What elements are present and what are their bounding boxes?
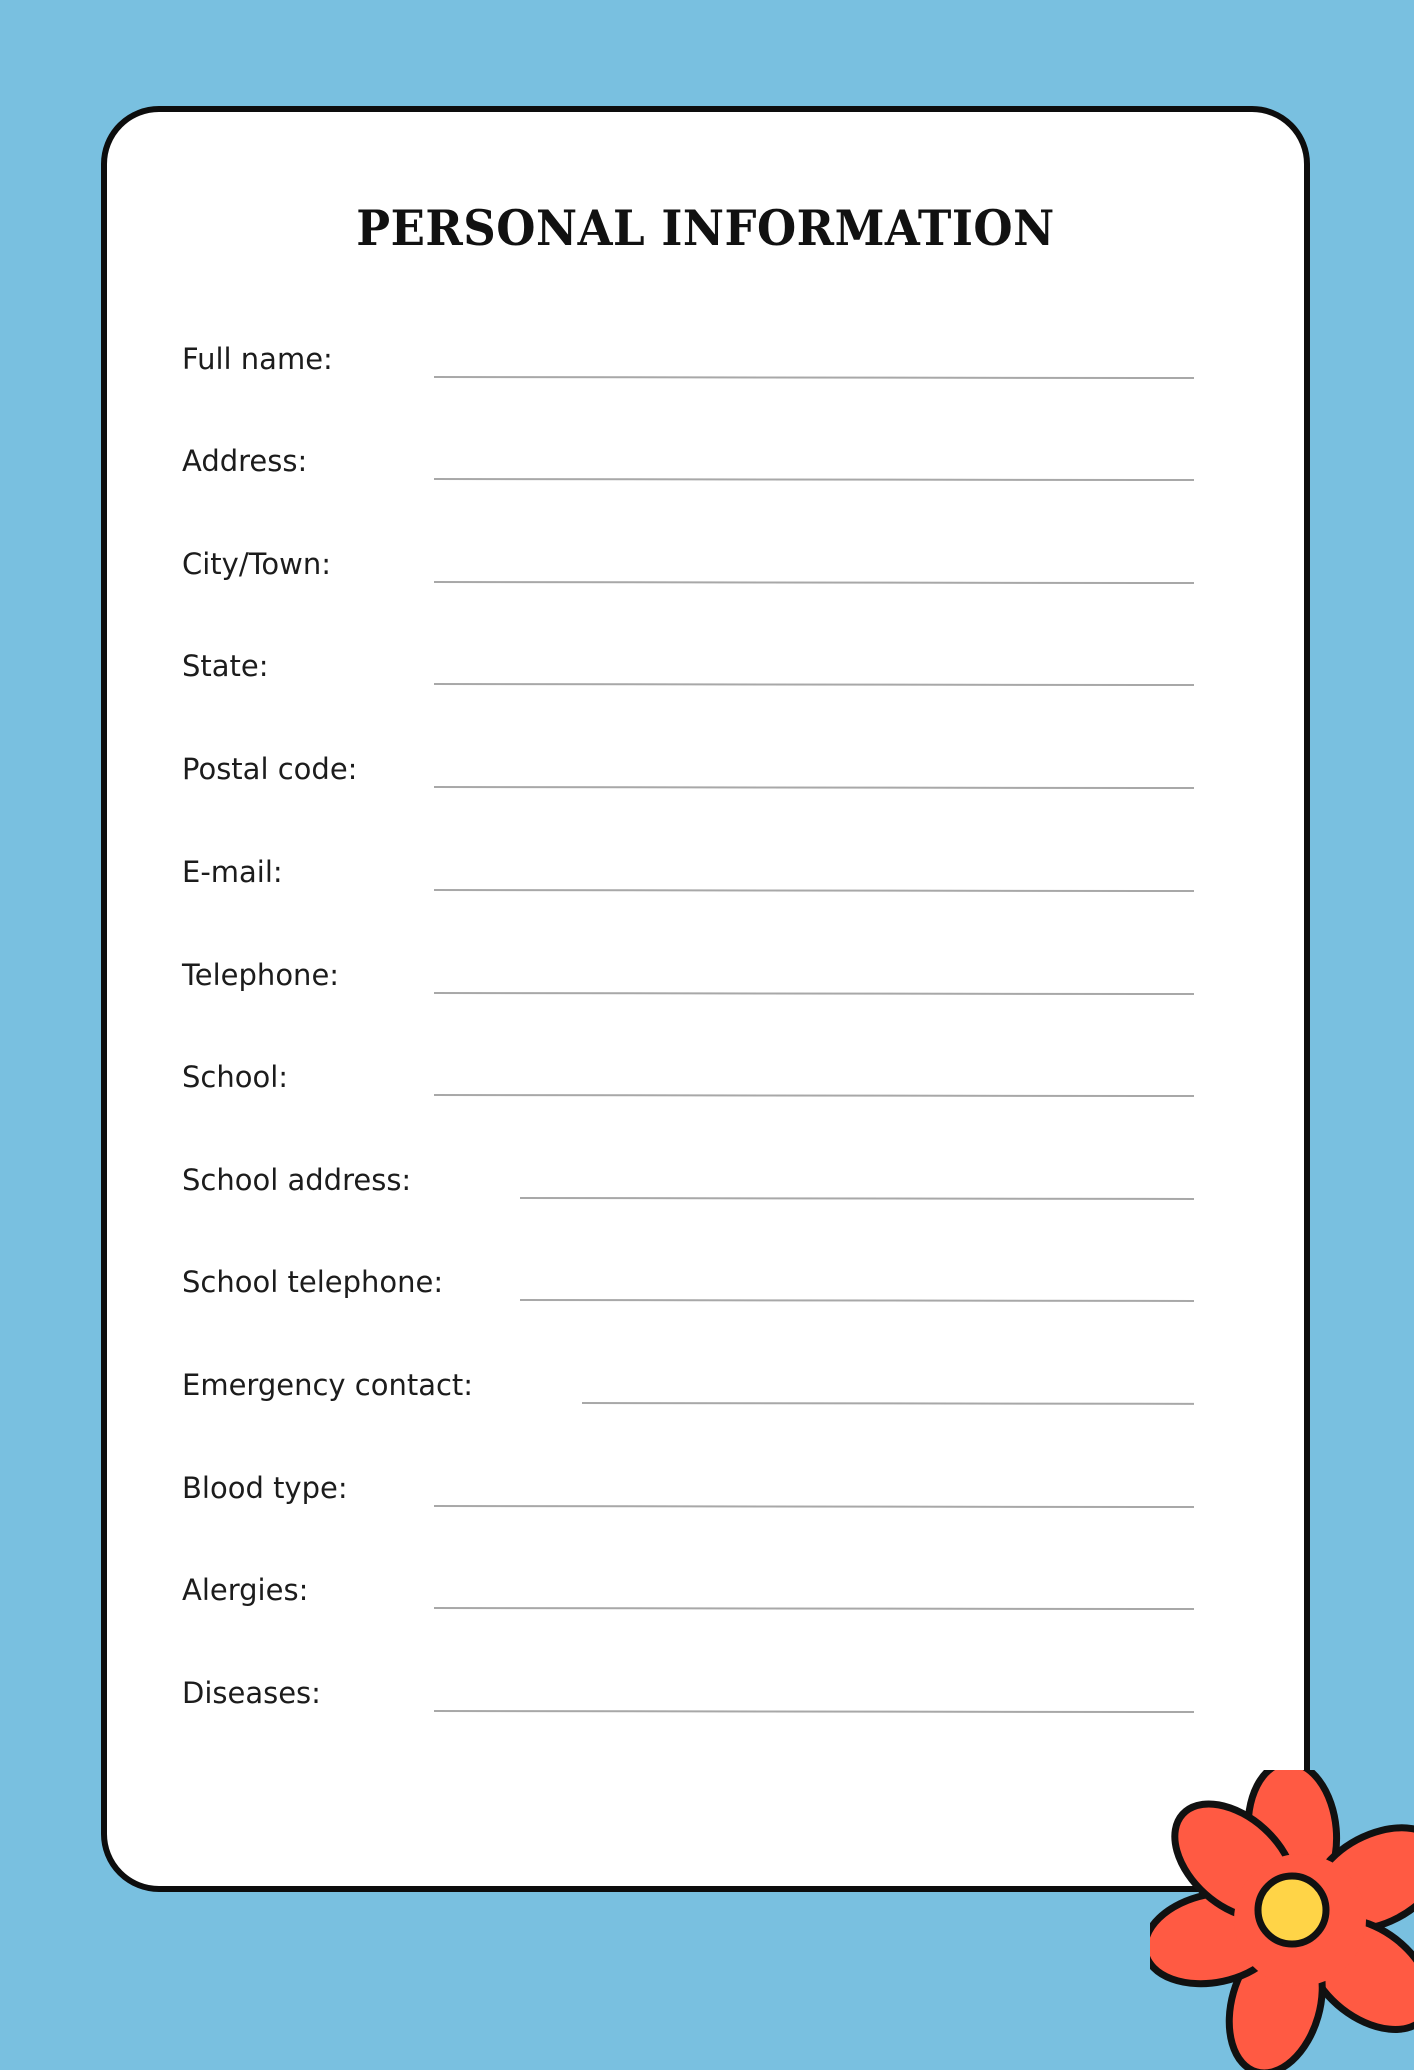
flower-center: [1258, 1876, 1326, 1944]
field-label: Postal code:: [182, 752, 358, 786]
telephone-line[interactable]: [434, 992, 1194, 995]
email-line[interactable]: [434, 889, 1194, 892]
school-telephone-line[interactable]: [520, 1299, 1194, 1302]
full-name-line[interactable]: [434, 376, 1194, 379]
field-label: Emergency contact:: [182, 1368, 474, 1402]
emergency-contact-line[interactable]: [582, 1402, 1194, 1405]
field-diseases: [107, 1664, 1304, 1724]
field-label: School address:: [182, 1163, 412, 1197]
field-address: [107, 432, 1304, 492]
address-line[interactable]: [434, 478, 1194, 481]
field-label: Address:: [182, 444, 308, 478]
field-label: E-mail:: [182, 855, 283, 889]
field-telephone: [107, 946, 1304, 1006]
form-card: [101, 106, 1310, 1892]
field-city-town: [107, 535, 1304, 595]
blood-type-line[interactable]: [434, 1505, 1194, 1508]
field-label: Alergies:: [182, 1573, 309, 1607]
field-alergies: [107, 1561, 1304, 1621]
field-blood-type: [107, 1459, 1304, 1519]
postal-code-line[interactable]: [434, 786, 1194, 789]
field-email: [107, 843, 1304, 903]
form-title: PERSONAL INFORMATION: [356, 199, 1055, 258]
school-line[interactable]: [434, 1094, 1194, 1097]
field-label: Full name:: [182, 342, 333, 376]
field-label: Telephone:: [182, 958, 340, 992]
field-full-name: [107, 330, 1304, 390]
field-label: City/Town:: [182, 547, 332, 581]
flower-icon: [1150, 1770, 1414, 2070]
field-school-address: [107, 1151, 1304, 1211]
field-state: [107, 637, 1304, 697]
alergies-line[interactable]: [434, 1607, 1194, 1610]
field-label: School:: [182, 1060, 289, 1094]
field-label: School telephone:: [182, 1265, 444, 1299]
field-postal-code: [107, 740, 1304, 800]
field-label: Blood type:: [182, 1471, 348, 1505]
school-address-line[interactable]: [520, 1197, 1194, 1200]
field-school-telephone: [107, 1253, 1304, 1313]
field-label: Diseases:: [182, 1676, 321, 1710]
city-town-line[interactable]: [434, 581, 1194, 584]
field-emergency-contact: [107, 1356, 1304, 1416]
field-label: State:: [182, 649, 269, 683]
state-line[interactable]: [434, 683, 1194, 686]
diseases-line[interactable]: [434, 1710, 1194, 1713]
field-school: [107, 1048, 1304, 1108]
